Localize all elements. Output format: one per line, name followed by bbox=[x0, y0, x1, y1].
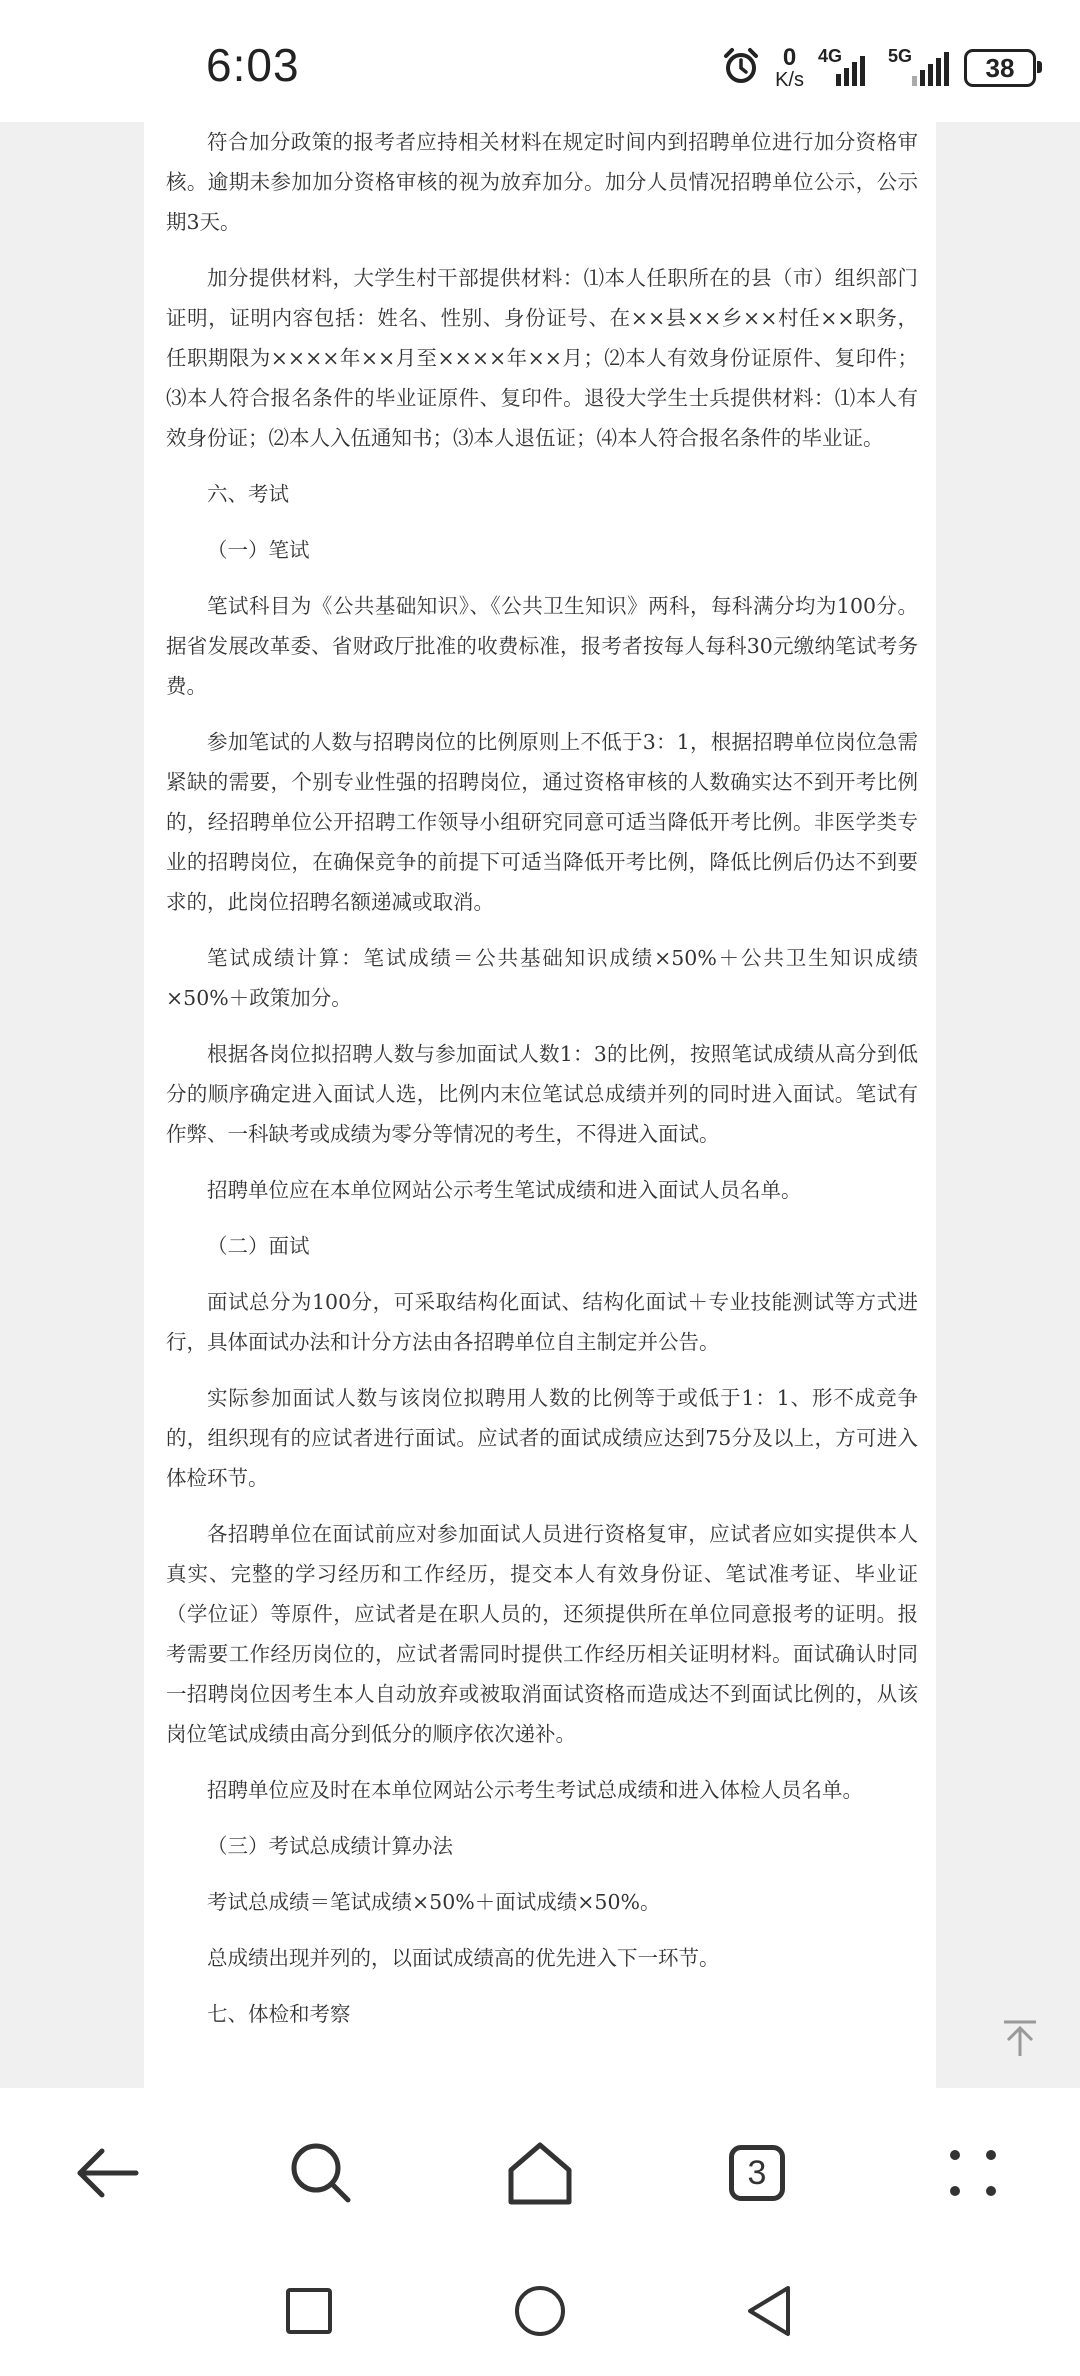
status-bar bbox=[0, 0, 1080, 122]
paragraph: 参加笔试的人数与招聘岗位的比例原则上不低于3：1，根据招聘单位岗位急需紧缺的需要，个别专业性强的招聘岗位，通过资格审核的人数确实达不到开考比例的，经招聘单位公开招聘工作领导小组研究同意可适当降低开考比例。非医学类专业的招聘岗位，在确保竞争的前提下可适当降低开考比例，降低比例后仍达不到要求的，此岗位招聘名额递减或取消。 bbox=[166, 730, 918, 914]
back-to-top-button[interactable] bbox=[998, 2016, 1042, 2060]
tab-count-badge: 3 bbox=[729, 2145, 785, 2201]
home-icon bbox=[505, 2140, 575, 2206]
system-nav-bar bbox=[0, 2258, 1080, 2376]
paragraph: 符合加分政策的报考者应持相关材料在规定时间内到招聘单位进行加分资格审核。逾期未参加加分资格审核的视为放弃加分。加分人员情况招聘单位公示，公示期3天。 bbox=[166, 130, 918, 234]
paragraph: 加分提供材料，大学生村干部提供材料：⑴本人任职所在的县（市）组织部门证明，证明内容包括：姓名、性别、身份证号、在××县××乡××村任××职务，任职期限为××××年××月至××××年××月；⑵本人有效身份证原件、复印件；⑶本人符合报名条件的毕业证原件、复印件。退役大学生士兵提供材料：⑴本人有效身份证；⑵本人入伍通知书；⑶本人退伍证；⑷本人符合报名条件的毕业证。 bbox=[166, 266, 918, 450]
grid-dots-icon bbox=[945, 2145, 1001, 2201]
arrow-left-icon bbox=[72, 2143, 142, 2203]
subsection-heading: （一）笔试 bbox=[207, 538, 310, 562]
alarm-icon bbox=[721, 46, 761, 91]
paragraph: 笔试科目为《公共基础知识》、《公共卫生知识》两科，每科满分均为100分。据省发展改革委、省财政厅批准的收费标准，报考者按每人每科30元缴纳笔试考务费。 bbox=[166, 594, 918, 698]
net-speed: 0 K/s bbox=[775, 44, 804, 91]
paragraph: 面试总分为100分，可采取结构化面试、结构化面试＋专业技能测试等方式进行，具体面试办法和计分方法由各招聘单位自主制定并公告。 bbox=[166, 1290, 918, 1354]
section-heading: 六、考试 bbox=[207, 482, 289, 506]
signal-5g-icon: 5G bbox=[888, 50, 950, 86]
article-content bbox=[166, 122, 918, 2050]
signal-4g-icon: 4G bbox=[818, 50, 874, 86]
circle-icon bbox=[513, 2284, 567, 2338]
system-home-button[interactable] bbox=[495, 2266, 585, 2356]
system-back-button[interactable] bbox=[724, 2266, 814, 2356]
paragraph: 各招聘单位在面试前应对参加面试人员进行资格复审，应试者应如实提供本人真实、完整的学习经历和工作经历，提交本人有效身份证、笔试准考证、毕业证（学位证）等原件，应试者是在职人员的，还须提供所在单位同意报考的证明。报考需要工作经历岗位的，应试者需同时提供工作经历相关证明材料。面试确认时同一招聘岗位因考生本人自动放弃或被取消面试资格而造成达不到面试比例的，从该岗位笔试成绩由高分到低分的顺序依次递补。 bbox=[166, 1522, 918, 1746]
recents-button[interactable] bbox=[264, 2266, 354, 2356]
page-viewport[interactable] bbox=[0, 122, 1080, 2088]
paragraph: 招聘单位应在本单位网站公示考生笔试成绩和进入面试人员名单。 bbox=[207, 1178, 802, 1202]
paragraph: 招聘单位应及时在本单位网站公示考生考试总成绩和进入体检人员名单。 bbox=[207, 1778, 863, 1802]
square-icon bbox=[284, 2286, 334, 2336]
document-page bbox=[144, 122, 936, 2088]
back-button[interactable] bbox=[62, 2128, 152, 2218]
section-heading: 七、体检和考察 bbox=[207, 2002, 351, 2026]
paragraph: 考试总成绩＝笔试成绩×50%＋面试成绩×50%。 bbox=[207, 1890, 661, 1914]
menu-button[interactable] bbox=[928, 2128, 1018, 2218]
subsection-heading: （三）考试总成绩计算办法 bbox=[207, 1834, 453, 1858]
status-icons bbox=[721, 44, 1036, 92]
subsection-heading: （二）面试 bbox=[207, 1234, 310, 1258]
paragraph: 笔试成绩计算：笔试成绩＝公共基础知识成绩×50%＋公共卫生知识成绩×50%＋政策加分。 bbox=[166, 946, 918, 1010]
paragraph: 总成绩出现并列的，以面试成绩高的优先进入下一环节。 bbox=[207, 1946, 720, 1970]
browser-toolbar bbox=[0, 2088, 1080, 2258]
status-time: 6:03 bbox=[206, 39, 300, 91]
paragraph: 根据各岗位拟招聘人数与参加面试人数1：3的比例，按照笔试成绩从高分到低分的顺序确定进入面试人选，比例内末位笔试总成绩并列的同时进入面试。笔试有作弊、一科缺考或成绩为零分等情况的考生，不得进入面试。 bbox=[166, 1042, 918, 1146]
triangle-back-icon bbox=[744, 2284, 794, 2338]
battery-icon: 38 bbox=[964, 49, 1036, 87]
tabs-button[interactable] bbox=[712, 2128, 802, 2218]
search-button[interactable] bbox=[276, 2128, 366, 2218]
arrow-up-to-top-icon bbox=[998, 2016, 1042, 2060]
search-icon bbox=[288, 2140, 354, 2206]
home-button[interactable] bbox=[495, 2128, 585, 2218]
paragraph: 实际参加面试人数与该岗位拟聘用人数的比例等于或低于1：1、形不成竞争的，组织现有的应试者进行面试。应试者的面试成绩应达到75分及以上，方可进入体检环节。 bbox=[166, 1386, 918, 1490]
